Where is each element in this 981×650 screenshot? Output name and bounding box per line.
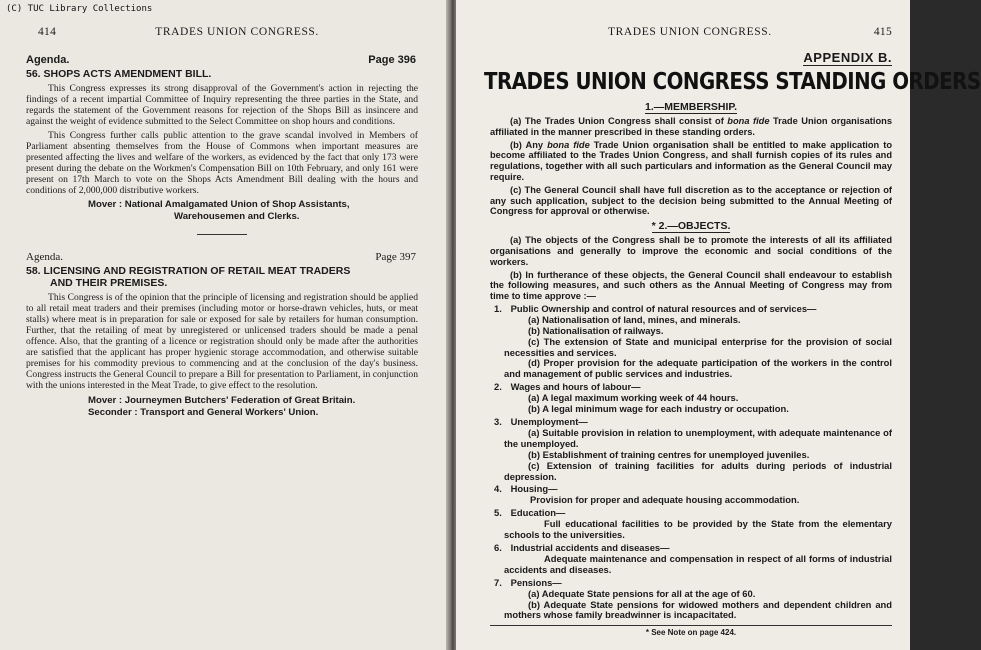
motion-title — [26, 68, 418, 80]
right-page — [456, 0, 981, 650]
objects-item-text: Education— — [510, 507, 566, 519]
objects-subitem: (a) Nationalisation of land, mines, and minerals. — [528, 313, 741, 325]
objects-item-text: Wages and hours of labour— — [510, 381, 641, 393]
membership-a: (a) The Trades Union Congress shall consist of bona fide Trade Union organisations affiliated in the manner prescribed in these standing orders. — [490, 116, 892, 137]
mover — [26, 199, 418, 222]
objects-subitem: (b) Establishment of training centres for unemployed juveniles. — [528, 448, 810, 460]
membership-c: (c) The General Council shall have full discretion as to the acceptance or rejection of any such application, subject to the decision being submitted to the Annual Meeting of Congress for approval or otherwise. — [490, 184, 892, 217]
objects-item-text: Housing— — [510, 483, 558, 495]
motion-title-line: 58. LICENSING AND REGISTRATION OF RETAIL MEAT TRADERS — [26, 265, 351, 277]
right-running-head — [490, 26, 892, 38]
mover-line-continued: Warehousemen and Clerks. — [174, 210, 300, 222]
footnote-rule — [490, 625, 892, 626]
objects-item-text: Unemployment— — [510, 416, 588, 428]
left-page — [0, 0, 448, 650]
seconder — [26, 407, 418, 419]
objects-subitem: (c) The extension of State and municipal enterprise for the provision of social necessities and services. — [504, 335, 892, 358]
objects-item-heading — [490, 578, 892, 589]
motion-paragraph: This Congress expresses its strong disapproval of the Government's action in rejecting the findings of a recent impartial Committee of Inquiry representing the three parties in the State, and regards the statement of the Government reasons for rejection of the Shops Bill as insincere and against the weight of evidence submitted to the Select Committee on shop hours and conditions. — [26, 83, 418, 127]
left-running-head — [38, 26, 418, 38]
objects-item — [490, 484, 892, 506]
footnote: * See Note on page 424. — [645, 628, 737, 638]
right-page-number: 415 — [873, 26, 892, 38]
objects-subitem: (b) A legal minimum wage for each industry or occupation. — [528, 403, 789, 415]
agenda-line — [26, 54, 418, 66]
agenda-line — [26, 251, 418, 263]
objects-item — [490, 508, 892, 541]
motion-title-line: 56. SHOPS ACTS AMENDMENT BILL. — [26, 68, 212, 80]
objects-item — [490, 417, 892, 482]
section-divider — [197, 234, 247, 235]
objects-item-text: Pensions— — [510, 576, 562, 588]
objects-item-number: 4. — [494, 483, 502, 495]
objects-item — [490, 382, 892, 415]
objects-subitem: (d) Proper provision for the adequate participation of the workers in the control and management of public services and industries. — [504, 357, 892, 380]
motion-paragraph: This Congress is of the opinion that the principle of licensing and registration should be applied to all retail meat traders and their premises (including motor or horse-drawn vehicles, huts, or meat stalls) where meat is in preparation for sale or exposed for sale by retailers for human consumption. Further, that the retailing of meat by unregistered or unlicensed traders should be made a penal offence. Also, that the granting of a licence or registration should only be made after the authorities are satisfied that the applicant has proper hygienic storage accommodation, and otherwise suitable premises for his commodity previous to commencing and at the conclusion of the day's business. Congress instructs the General Council to prepare a Bill for presentation to Parliament, in conjunction with the unions interested in the Meat Trade, to give effect to the resolution. — [26, 292, 418, 391]
objects-subitem: (b) Adequate State pensions for widowed mothers and dependent children and mothers whose family breadwinner is incapacitated. — [504, 598, 892, 621]
objects-subitem: Provision for proper and adequate housing accommodation. — [530, 494, 800, 506]
section-heading-membership: 1.—MEMBERSHIP. — [645, 101, 737, 113]
objects-item-text: Public Ownership and control of natural resources and of services— — [510, 302, 817, 314]
objects-item-number: 5. — [494, 507, 502, 519]
objects-item-number: 1. — [494, 302, 502, 314]
objects-item-number: 6. — [494, 541, 502, 553]
mover-line: Mover : National Amalgamated Union of Shop Assistants, — [88, 199, 350, 210]
agenda-page: Page 396 — [368, 54, 416, 66]
objects-item-number: 7. — [494, 576, 502, 588]
objects-subitem: Adequate maintenance and compensation in respect of all forms of industrial accidents and diseases. — [504, 552, 892, 575]
agenda-page: Page 397 — [375, 251, 416, 263]
objects-subitem: Full educational facilities to be provided by the State from the elementary schools to the universities. — [504, 518, 892, 541]
objects-subitem: (c) Extension of training facilities for adults during periods of industrial depression. — [504, 459, 892, 482]
objects-b: (b) In furtherance of these objects, the General Council shall endeavour to establish the following measures, and such others as the Annual Meeting of Congress may from time to time approve :— — [490, 269, 892, 302]
objects-item — [490, 578, 892, 622]
appendix-label: APPENDIX B. — [803, 50, 892, 65]
membership-b: (b) Any bona fide Trade Union organisation shall be entitled to make application to become affiliated to the Trades Union Congress, and shall furnish copies of its rules and regulations, together with all such particulars and information as the General Council may require. — [490, 139, 892, 182]
left-page-number: 414 — [38, 26, 57, 38]
objects-item-number: 3. — [494, 416, 502, 428]
section-heading-objects: * 2.—OBJECTS. — [651, 220, 731, 233]
motion-56 — [26, 54, 418, 222]
seconder-line: Seconder : Transport and General Workers' Union. — [88, 406, 319, 418]
objects-item-number: 2. — [494, 381, 502, 393]
motion-title-line-continued: AND THEIR PREMISES. — [50, 277, 168, 289]
agenda-label: Agenda. — [26, 54, 70, 66]
motion-title — [26, 265, 418, 289]
copyright-watermark: (C) TUC Library Collections — [6, 4, 153, 14]
right-running-title: TRADES UNION CONGRESS. — [608, 26, 772, 38]
motion-58 — [26, 251, 418, 418]
objects-subitem: (b) Nationalisation of railways. — [528, 324, 664, 336]
agenda-label: Agenda. — [26, 251, 63, 263]
objects-a: (a) The objects of the Congress shall be to promote the interests of all its affiliated organisations and generally to improve the economic and social conditions of the workers. — [490, 235, 892, 267]
objects-list — [490, 304, 892, 621]
left-running-title: TRADES UNION CONGRESS. — [155, 26, 319, 38]
mover-line: Mover : Journeymen Butchers' Federation of Great Britain. — [88, 395, 356, 406]
objects-subitem: (a) Adequate State pensions for all at the age of 60. — [528, 587, 756, 599]
motion-paragraph: This Congress further calls public attention to the grave scandal involved in Members of Parliament absenting themselves from the House of Commons when important measures are presented affecting the lives and welfare of the workers, as evidenced by the fact that only 173 were present during the debate on the Workmen's Compensation Bill on 10th February, and only 161 were present on 17th March to vote on the Shops Acts Amendment Bill dealing with the hours and conditions of 2,000,000 distributive workers. — [26, 130, 418, 196]
objects-subitem: (a) Suitable provision in relation to unemployment, with adequate maintenance of the unemployed. — [504, 426, 892, 449]
objects-item — [490, 543, 892, 576]
mover — [26, 395, 418, 407]
objects-item — [490, 304, 892, 380]
objects-subitem: (a) A legal maximum working week of 44 hours. — [528, 392, 739, 404]
objects-item-text: Industrial accidents and diseases— — [510, 541, 670, 553]
standing-orders-title: TRADES UNION CONGRESS STANDING ORDERS — [484, 69, 981, 95]
